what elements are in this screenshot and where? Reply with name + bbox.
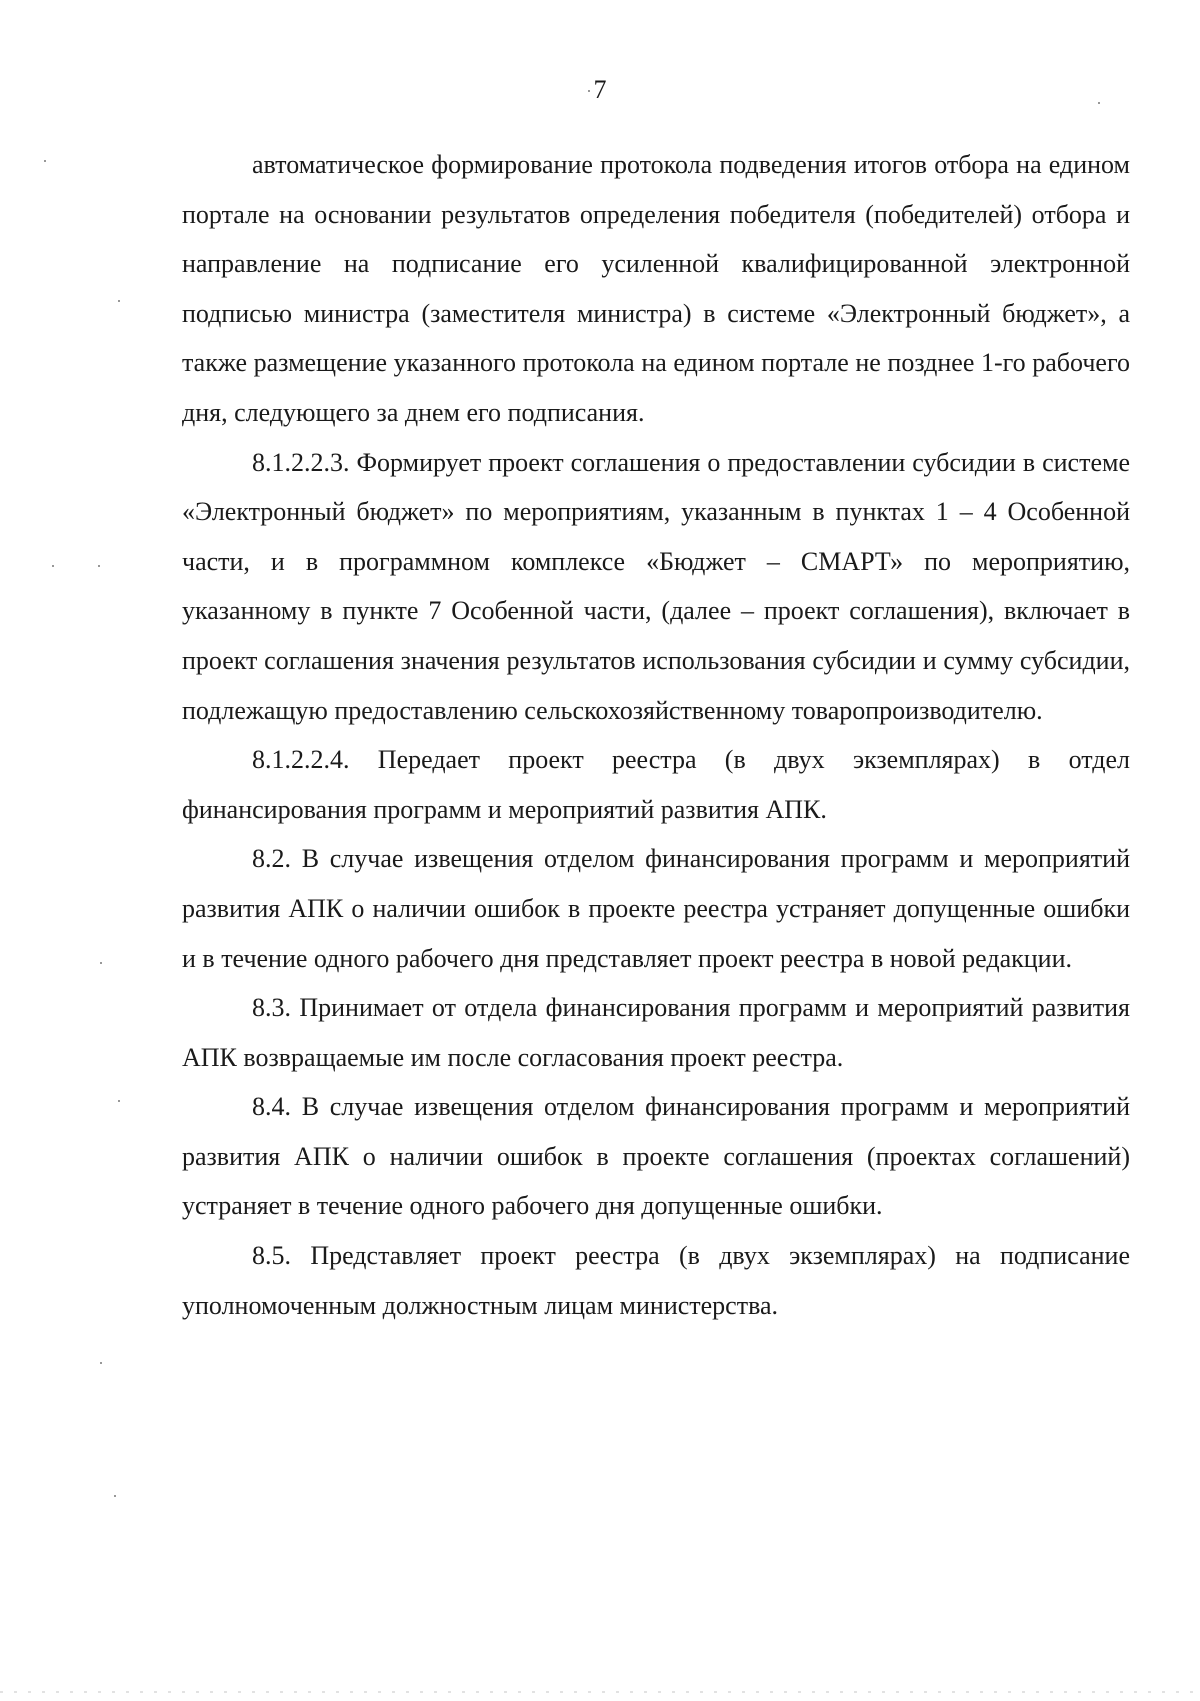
document-body [182,140,1130,1330]
scan-speck [100,1362,102,1364]
scan-speck [98,565,100,567]
paragraph-8-5: 8.5. Представляет проект реестра (в двух экземплярах) на подписание уполномоченным должностным лицам министерства. [182,1241,1130,1320]
scan-speck [118,1100,120,1102]
page-number: 7 [593,75,607,104]
scan-speck [1098,102,1100,104]
paragraph-8-1-2-2-4: 8.1.2.2.4. Передает проект реестра (в двух экземплярах) в отдел финансирования программ и мероприятий развития АПК. [182,745,1130,824]
paragraph-protocol-formation: автоматическое формирование протокола подведения итогов отбора на едином портале на основании результатов определения победителя (победителей) отбора и направление на подписание его усиленной квалифицированной электронной подписью министра (заместителя министра) в системе «Электронный бюджет», а также размещение указанного протокола на едином портале не позднее 1-го рабочего дня, следующего за днем его подписания. [182,150,1130,427]
scan-speck [100,962,102,964]
scan-speck [44,160,46,162]
paragraph-8-3: 8.3. Принимает от отдела финансирования программ и мероприятий развития АПК возвращаемые им после согласования проект реестра. [182,993,1130,1072]
scan-bottom-edge [0,1691,1200,1693]
scan-speck [588,90,590,92]
scan-speck [52,565,54,567]
paragraph-8-2: 8.2. В случае извещения отделом финансирования программ и мероприятий развития АПК о наличии ошибок в проекте реестра устраняет допущенные ошибки и в течение одного рабочего дня представляет проект реестра в новой редакции. [182,844,1130,973]
scan-speck [114,1495,116,1497]
paragraph-8-4: 8.4. В случае извещения отделом финансирования программ и мероприятий развития АПК о наличии ошибок в проекте соглашения (проектах соглашений) устраняет в течение одного рабочего дня допущенные ошибки. [182,1092,1130,1221]
scan-speck [118,300,120,302]
paragraph-8-1-2-2-3: 8.1.2.2.3. Формирует проект соглашения о предоставлении субсидии в системе «Электронный бюджет» по мероприятиям, указанным в пунктах 1 – 4 Особенной части, и в программном комплексе «Бюджет – СМАРТ» по мероприятию, указанному в пункте 7 Особенной части, (далее – проект соглашения), включает в проект соглашения значения результатов использования субсидии и сумму субсидии, подлежащую предоставлению сельскохозяйственному товаропроизводителю. [182,447,1130,725]
